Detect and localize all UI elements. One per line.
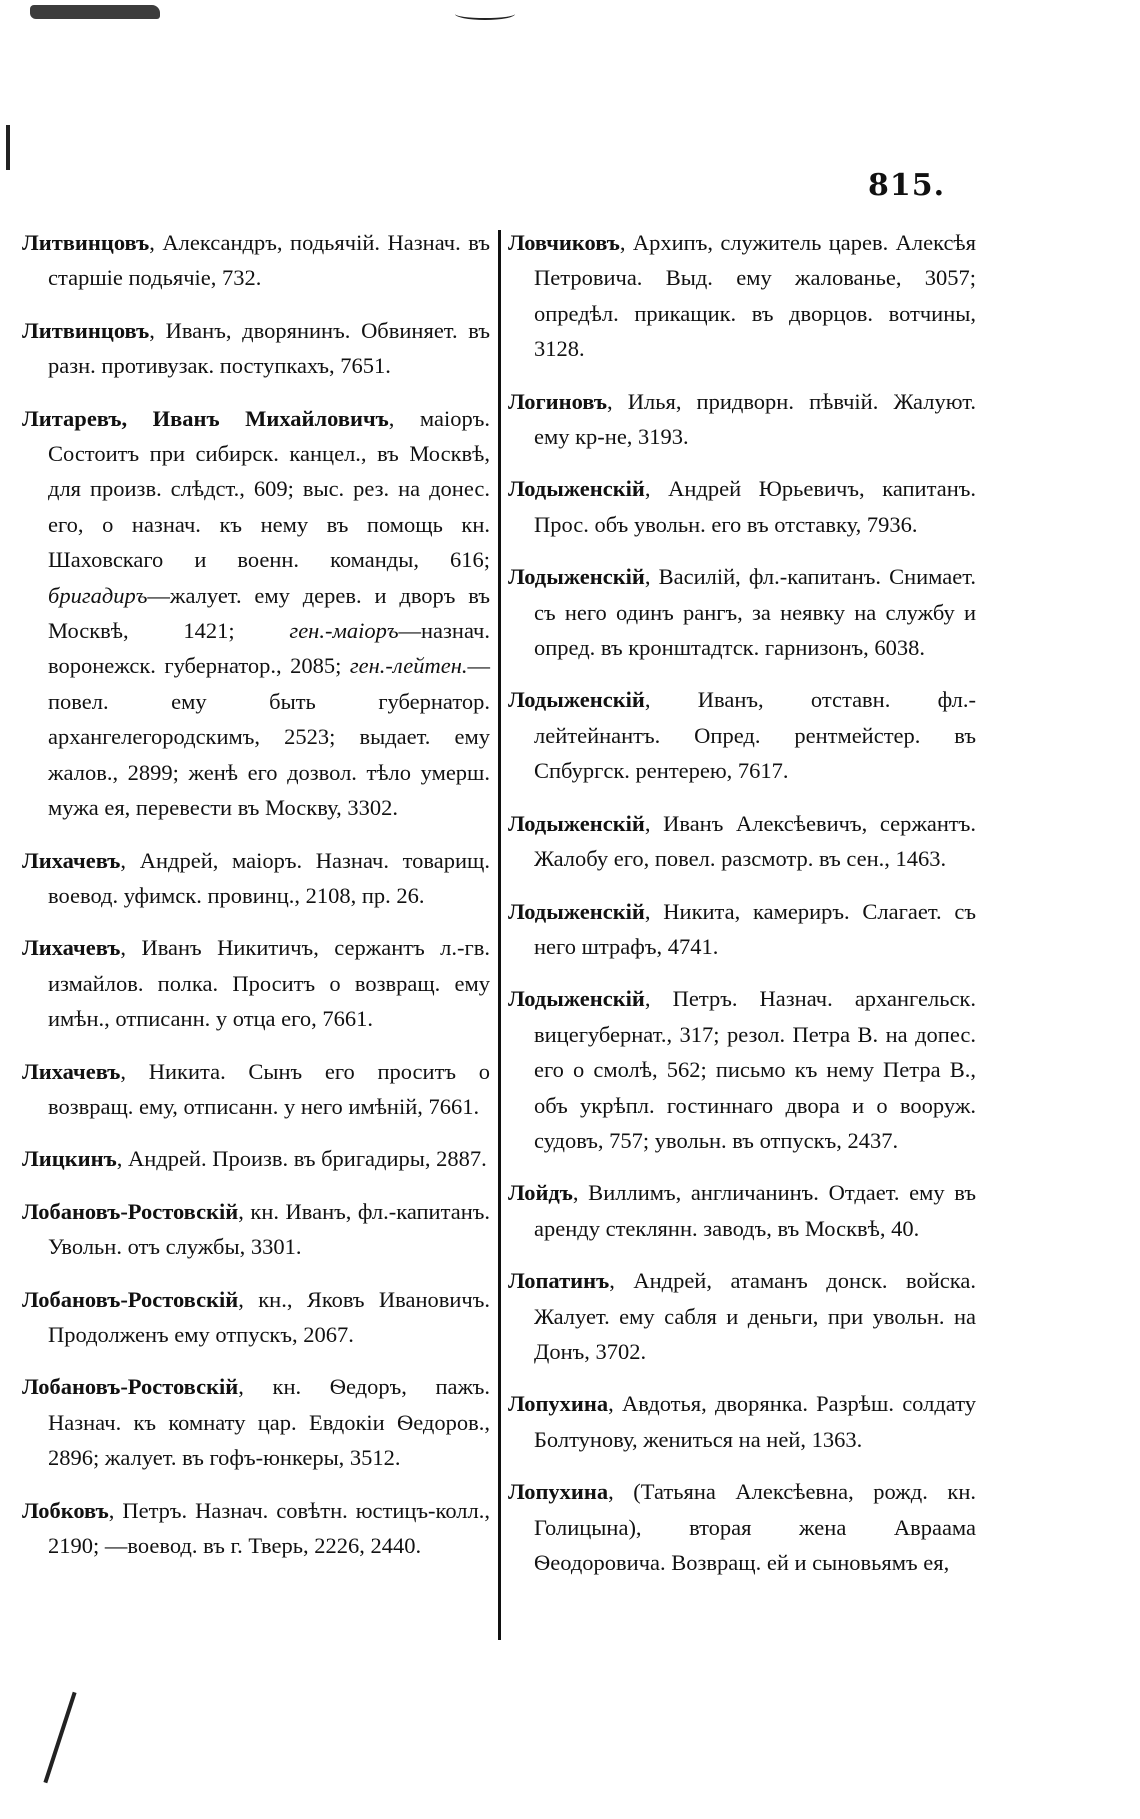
entry-headword: Литвинцовъ (22, 317, 150, 343)
entry-headword: Ловчиковъ (508, 230, 620, 255)
entry-headword: Лодыженскій (508, 564, 645, 590)
entry-text: , кн., Яковъ Ивановичъ. Продолженъ ему отпускъ, 2067. (48, 1286, 490, 1347)
entry-headword: Лопухина (508, 1391, 609, 1417)
entry-headword: Лобановъ-Ростовскій (22, 1374, 239, 1400)
entry-headword: Логиновъ (508, 388, 607, 414)
entry-text: —повел. ему быть губернатор. архангелегородскимъ, 2523; выдает. ему жалов., 2899; женѣ его дозвол. тѣло умерш. мужа ея, перевести въ Москву, 3302. (48, 653, 490, 821)
entry-text: —назнач. воронежск. губернатор., 2085; (48, 618, 490, 679)
index-entry (22, 313, 490, 384)
index-entry (22, 225, 490, 296)
entry-headword: Лобановъ-Ростовскій (22, 1198, 239, 1224)
entry-text: , Виллимъ, англичанинъ. Отдает. ему въ аренду стеклянн. заводъ, въ Москвѣ, 40. (534, 1180, 976, 1241)
margin-slash (43, 1692, 76, 1784)
entry-text: , Иванъ Никитичъ, сержантъ л.-гв. измайлов. полка. Проситъ о возвращ. ему имѣн., отписанн. у отца его, 7661. (48, 935, 490, 1032)
page-number: 815. (868, 168, 946, 203)
entry-headword: Лодыженскій (508, 476, 645, 502)
entry-text: , Александръ, подьячій. Назнач. въ старшіе подьячіе, 732. (48, 230, 490, 291)
entry-headword: Лопухина (508, 1479, 609, 1505)
entry-headword: Литвинцовъ (22, 230, 150, 255)
entry-headword: Лодыженскій (508, 986, 645, 1012)
index-entry (508, 384, 976, 455)
entry-headword: Лодыженскій (508, 810, 645, 836)
entry-rank: ген.-лейтен. (349, 653, 468, 679)
right-column (508, 225, 976, 1597)
index-entry (508, 1175, 976, 1246)
entry-headword: Лобковъ (22, 1497, 109, 1523)
entry-text: , Никита. Сынъ его проситъ о возвращ. ему, отписанн. у него имѣній, 7661. (48, 1058, 490, 1119)
entry-text: , Андрей, атаманъ донск. войска. Жалует. ему сабля и деньги, при увольн. на Донъ, 3702. (534, 1268, 976, 1364)
entry-text: , Андрей Юрьевичъ, капитанъ. Прос. объ увольн. его въ отставку, 7936. (534, 476, 976, 537)
index-entry (22, 930, 490, 1036)
entry-text: , кн. Иванъ, фл.-капитанъ. Увольн. отъ службы, 3301. (48, 1198, 490, 1260)
index-entry (22, 401, 490, 826)
entry-text: , Иванъ, дворянинъ. Обвиняет. въ разн. противузак. поступкахъ, 7651. (48, 317, 490, 379)
margin-mark (6, 125, 10, 170)
index-entry (22, 1054, 490, 1125)
index-entry (22, 1369, 490, 1475)
entry-headword: Литаревъ, Иванъ Михайловичъ (22, 405, 389, 431)
entry-text: , Иванъ, отставн. фл.-лейтейнантъ. Опред. рентмейстер. въ Спбургск. рентерею, 7617. (534, 687, 976, 784)
entry-text: , кн. Ѳедоръ, пажъ. Назнач. къ комнату цар. Евдокіи Ѳедоров., 2896; жалует. въ гофъ-юнкеры, 3512. (48, 1374, 490, 1471)
entry-text: , Андрей, маіоръ. Назнач. товарищ. воевод. уфимск. провинц., 2108, пр. 26. (48, 847, 490, 908)
index-entry (508, 894, 976, 965)
column-divider (498, 230, 501, 1640)
entry-text: , Никита, камериръ. Слагает. съ него штрафъ, 4741. (534, 898, 976, 959)
index-entry (508, 806, 976, 877)
entry-rank: ген.-маіоръ (289, 618, 399, 644)
index-entry (508, 682, 976, 788)
index-entry (508, 225, 976, 367)
entry-headword: Лобановъ-Ростовскій (22, 1286, 239, 1312)
ink-mark (455, 8, 515, 20)
entry-headword: Лихачевъ (22, 1058, 121, 1084)
entry-text: , маіоръ. Состоитъ при сибирск. канцел., въ Москвѣ, для произв. слѣдст., 609; выс. рез. на донес. его, о назнач. къ нему въ помощь кн. Шаховскаго и военн. команды, 616; (48, 405, 490, 573)
entry-headword: Лопатинъ (508, 1268, 610, 1294)
index-entry (508, 471, 976, 542)
entry-text: , Авдотья, дворянка. Разрѣш. солдату Болтунову, жениться на ней, 1363. (534, 1391, 976, 1452)
index-entry (508, 1263, 976, 1369)
entry-text: , Петръ. Назнач. совѣтн. юстицъ-колл., 2190; —воевод. въ г. Тверь, 2226, 2440. (48, 1497, 490, 1558)
index-entry (22, 1493, 490, 1564)
entry-text: , Иванъ Алексѣевичъ, сержантъ. Жалобу его, повел. разсмотр. въ сен., 1463. (534, 810, 976, 872)
entry-headword: Лодыженскій (508, 898, 645, 924)
entry-text: , Илья, придворн. пѣвчій. Жалуют. ему кр-не, 3193. (534, 388, 976, 450)
index-entry (22, 1282, 490, 1353)
index-entry (508, 1474, 976, 1580)
entry-headword: Лойдъ (508, 1180, 573, 1206)
entry-rank: бригадиръ (48, 582, 148, 608)
entry-headword: Лихачевъ (22, 847, 121, 873)
entry-text: , Андрей. Произв. въ бригадиры, 2887. (116, 1146, 487, 1172)
entry-text: , Архипъ, служитель царев. Алексѣя Петровича. Выд. ему жалованье, 3057; опредѣл. прикащик. въ дворцов. вотчины, 3128. (534, 230, 976, 362)
ink-smudge (30, 5, 160, 19)
index-entry (508, 559, 976, 665)
entry-headword: Лихачевъ (22, 935, 121, 961)
index-entry (22, 1141, 490, 1176)
index-entry (508, 981, 976, 1158)
entry-text: , Василій, фл.-капитанъ. Снимает. съ него одинъ рангъ, за неявку на службу и опред. въ кронштадтск. гарнизонъ, 6038. (534, 564, 976, 661)
entry-text: , Петръ. Назнач. архангельск. вицегубернат., 317; резол. Петра В. на допес. его о смолѣ, 562; письмо къ нему Петра В., объ укрѣпл. гостиннаго двора и о вооруж. судовъ, 757; увольн. въ отпускъ, 2437. (534, 986, 976, 1153)
index-entry (508, 1386, 976, 1457)
left-column (22, 225, 490, 1580)
entry-headword: Лицкинъ (22, 1146, 117, 1172)
index-entry (22, 1194, 490, 1265)
entry-headword: Лодыженскій (508, 687, 645, 713)
entry-text: —жалует. ему дерев. и дворъ въ Москвѣ, 1421; (48, 582, 490, 644)
index-entry (22, 843, 490, 914)
entry-text: , (Татьяна Алексѣевна, рожд. кн. Голицына), вторая жена Авраама Ѳеодоровича. Возвращ. ей и сыновьямъ ея, (534, 1479, 976, 1575)
